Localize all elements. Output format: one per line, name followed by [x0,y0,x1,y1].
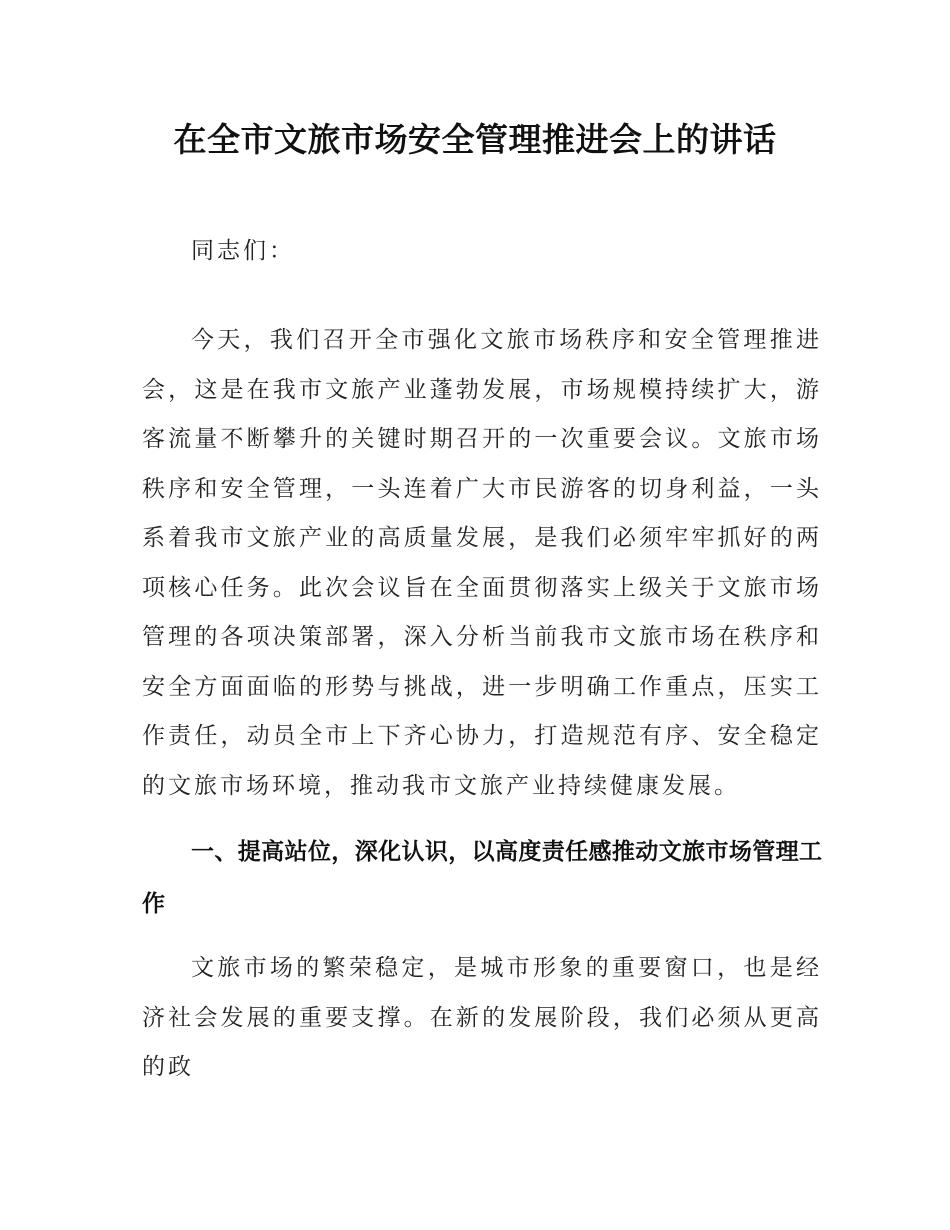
greeting-line: 同志们： [191,238,295,264]
body-paragraph-opening: 今天，我们召开全市强化文旅市场秩序和安全管理推进会，这是在我市文旅产业蓬勃发展，市场规模持续扩大，游客流量不断攀升的关键时期召开的一次重要会议。文旅市场秩序和安全管理，一头连着广大市民游客的切身利益，一头系着我市文旅产业的高质量发展，是我们必须牢牢抓好的两项核心任务。此次会议旨在全面贯彻落实上级关于文旅市场管理的各项决策部署，深入分析当前我市文旅市场在秩序和安全方面面临的形势与挑战，进一步明确工作重点，压实工作责任，动员全市上下齐心协力，打造规范有序、安全稳定的文旅市场环境，推动我市文旅产业持续健康发展。 [142,327,822,799]
document-title: 在全市文旅市场安全管理推进会上的讲话 [173,120,777,159]
body-paragraph-section-1: 文旅市场的繁荣稳定，是城市形象的重要窗口，也是经济社会发展的重要支撑。在新的发展阶段，我们必须从更高的政 [142,955,822,1080]
section-heading-1: 一、提高站位，深化认识，以高度责任感推动文旅市场管理工作 [142,839,822,917]
